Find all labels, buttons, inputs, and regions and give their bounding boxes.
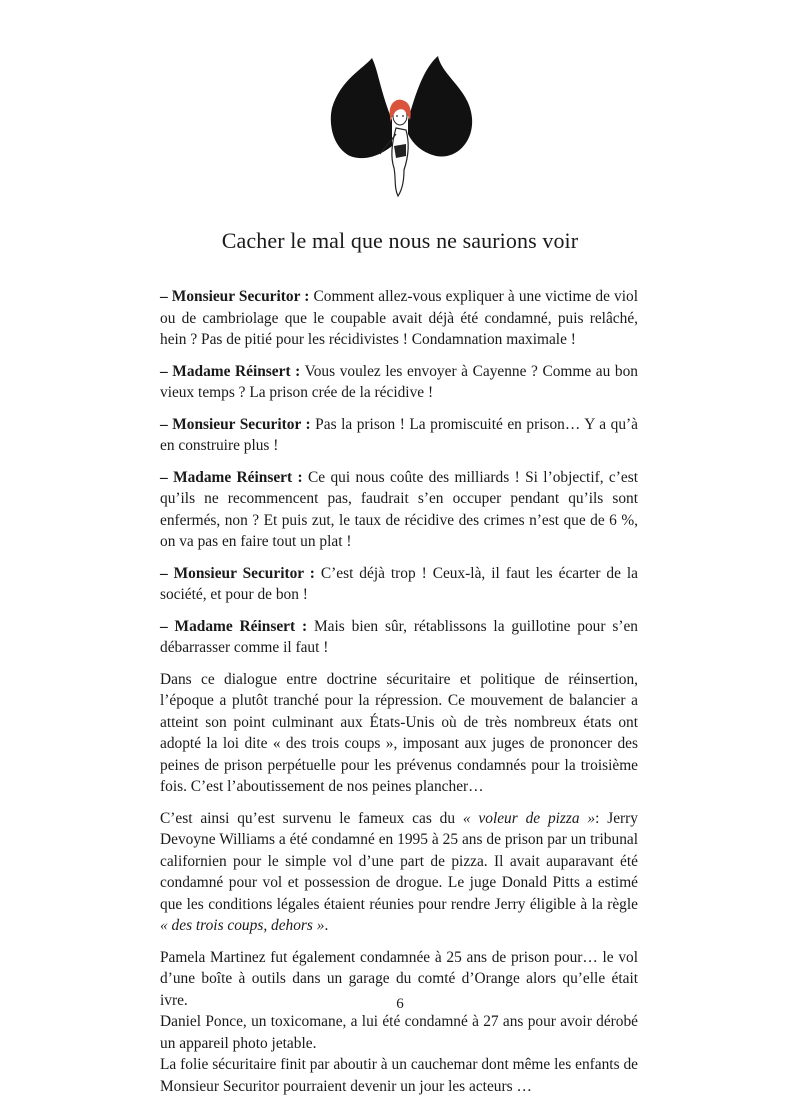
dialogue-text: Pas la prison ! La promiscuité en prison… Y a qu’à en construire plus ! [160,415,638,454]
body-shape [392,128,408,196]
paragraph-2-text: : Jerry Devoyne Williams a été condamné en 1995 à 25 ans de prison par un tribunal californien pour le simple vol d’une part de pizza. Il avait auparavant été condamné pour vol et possession de drogue. Le juge Donald Pitts a estimé que les conditions légales étaient réunies pour rendre Jerry éligible à la règle [160,809,639,913]
speaker-name: – Madame Réinsert : [160,617,308,635]
paragraph-3: Pamela Martinez fut également condamnée à 25 ans de prison pour… le vol d’une boîte à outils dans un garage du comté d’Orange alors qu’elle était ivre. [160,948,638,1009]
dialogue-line [160,414,638,457]
speaker-name: – Madame Réinsert : [160,362,301,380]
dialogue-line [160,563,638,606]
paragraph-2 [160,808,638,937]
dialogue-text: Vous voulez les envoyer à Cayenne ? Comme au bon vieux temps ? La prison crée de la récidive ! [160,362,638,401]
speaker-name: – Monsieur Securitor : [160,564,315,582]
speaker-name: – Monsieur Securitor : [160,415,311,433]
dialogue-text: Ce qui nous coûte des milliards ! Si l’objectif, c’est qu’ils ne recommencent pas, faudrait s’en occuper pendant qu’ils sont enfermés, non ? Et puis zut, le taux de récidive des crimes n’est que de 6 %, on va pas en faire tout un plat ! [160,468,638,550]
dialogue-line [160,361,638,404]
speaker-name: – Monsieur Securitor : [160,288,310,305]
dialogue-line [160,467,638,553]
speaker-name: – Madame Réinsert : [160,468,303,486]
paragraph-5: La folie sécuritaire finit par aboutir à un cauchemar dont même les enfants de Monsieur Securitor pourraient devenir un jour les acteurs … [160,1056,638,1095]
paragraph-2-text: . [324,917,329,934]
page-title: Cacher le mal que nous ne saurions voir [221,228,579,253]
dialogue-text: Mais bien sûr, rétablissons la guillotine pour s’en débarrasser comme il faut ! [160,617,638,656]
paragraph-1: Dans ce dialogue entre doctrine sécuritaire et politique de réinsertion, l’époque a plutôt tranché pour la répression. Ce mouvement de balancier a atteint son point culminant aux États-Unis où de très nombreux états ont adopté la loi dite « des trois coups », imposant aux juges de prononcer des peines de prison perpétuelle pour les prévenus condamnés pour la troisième fois. C’est l’aboutissement de nos peines plancher… [160,670,638,795]
paragraph-2-text: C’est ainsi qu’est survenu le fameux cas du [160,809,463,827]
dialogue-text: C’est déjà trop ! Ceux-là, il faut les écarter de la société, et pour de bon ! [160,564,638,603]
dialogue-text: Comment allez-vous expliquer à une victime de viol ou de cambriolage que le coupable avait déjà été condamné, puis relâché, hein ? Pas de pitié pour les récidivistes ! Condamnation maximale ! [160,288,638,348]
paragraph-2-italic: « des trois coups, dehors » [160,917,325,934]
dialogue-line [160,616,638,659]
dialogue-line [160,286,638,351]
page-number: 6 [396,996,404,1012]
paragraph-2-italic: « voleur de pizza » [462,809,596,827]
left-wing-shape [331,58,392,158]
main-text [160,286,638,1097]
right-wing-shape [408,56,472,157]
paragraph-4: Daniel Ponce, un toxicomane, a lui été condamné à 27 ans pour avoir dérobé un appareil photo jetable. [160,1013,638,1052]
winged-woman-illustration [320,50,480,200]
